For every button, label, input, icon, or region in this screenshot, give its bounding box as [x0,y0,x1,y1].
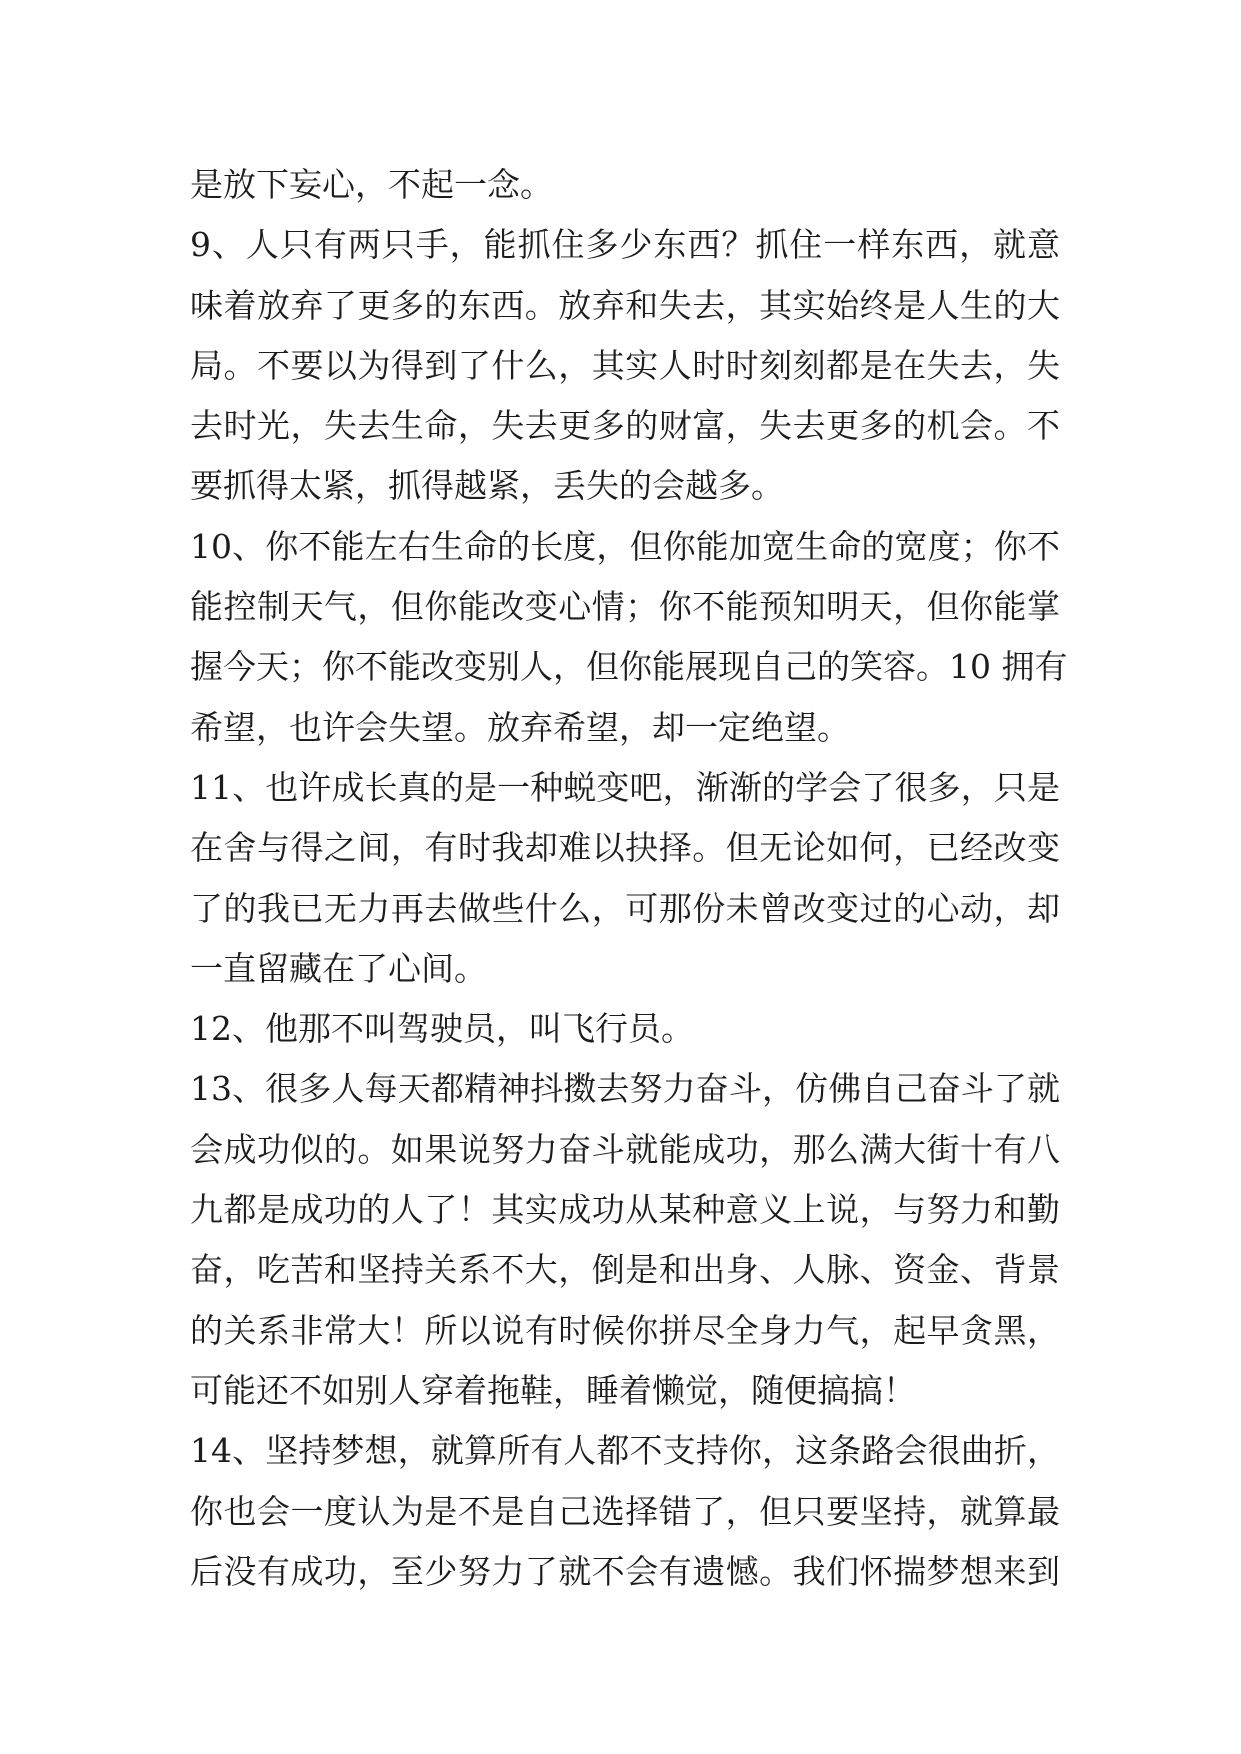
text-line: 握今天；你不能改变别人，但你能展现自己的笑容。10 拥有 [190,647,1068,687]
text-line: 10、你不能左右生命的长度，但你能加宽生命的宽度；你不 [190,526,1060,566]
text-line: 会成功似的。如果说努力奋斗就能成功，那么满大街十有八 [190,1129,1060,1169]
text-line: 是放下妄心，不起一念。 [190,165,553,204]
text-line: 一直留藏在了心间。 [190,948,487,988]
text-line: 局。不要以为得到了什么，其实人时时刻刻都是在失去，失 [190,345,1060,385]
text-line: 11、也许成长真的是一种蜕变吧，渐渐的学会了很多，只是 [190,767,1060,807]
document-body [190,155,1068,1602]
text-line: 的关系非常大！所以说有时候你拼尽全身力气，起早贪黑， [190,1310,1060,1350]
text-line: 12、他那不叫驾驶员，叫飞行员。 [190,1009,694,1049]
text-line: 能控制天气，但你能改变心情；你不能预知明天，但你能掌 [190,587,1060,627]
text-line: 13、很多人每天都精神抖擞去努力奋斗，仿佛自己奋斗了就 [190,1069,1060,1109]
text-line: 9、人只有两只手，能抓住多少东西？抓住一样东西，就意 [190,225,1060,265]
text-line: 去时光，失去生命，失去更多的财富，失去更多的机会。不 [190,406,1060,446]
text-line: 可能还不如别人穿着拖鞋，睡着懒觉，随便搞搞！ [190,1370,916,1410]
text-line: 要抓得太紧，抓得越紧，丢失的会越多。 [190,466,784,506]
text-line: 后没有成功，至少努力了就不会有遗憾。我们怀揣梦想来到 [190,1551,1060,1591]
text-line: 在舍与得之间，有时我却难以抉择。但无论如何，已经改变 [190,828,1060,868]
text-line: 希望，也许会失望。放弃希望，却一定绝望。 [190,707,850,747]
text-line: 了的我已无力再去做些什么，可那份未曾改变过的心动，却 [190,888,1060,928]
text-line: 你也会一度认为是不是自己选择错了，但只要坚持，就算最 [190,1491,1060,1531]
text-line: 14、坚持梦想，就算所有人都不支持你，这条路会很曲折， [190,1431,1060,1471]
text-line: 奋，吃苦和坚持关系不大，倒是和出身、人脉、资金、背景 [190,1250,1060,1290]
text-line: 味着放弃了更多的东西。放弃和失去，其实始终是人生的大 [190,285,1060,325]
text-line: 九都是成功的人了！其实成功从某种意义上说，与努力和勤 [190,1190,1060,1230]
